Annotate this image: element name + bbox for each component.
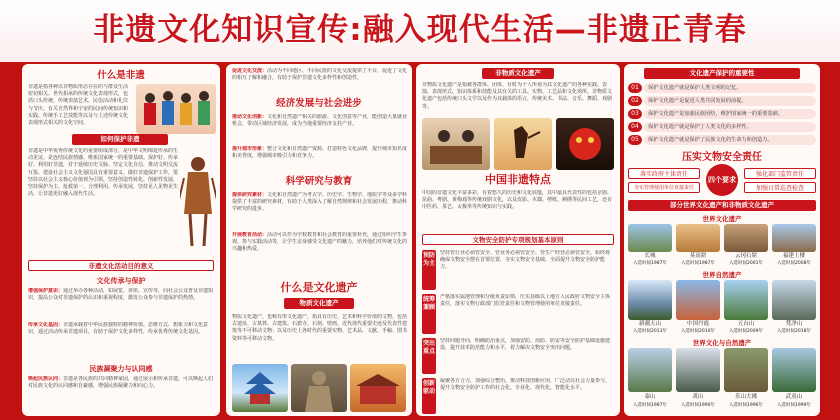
principle-text-1: 坚持管行业必须管安全、管业务必须管安全、管生产经营必须管安全，始终将确保文物安全摆在首要位置，夯实文物安全基础，全面提升文物安全防护能力。 <box>440 250 611 271</box>
research-body: 文化和自然遗产为考古学、历史学、生物学、地质学等众多学科提供了丰富的研究素材，有助于人类深入了解自然规律和社会发展历程，推动科学研究的进步。 <box>232 192 408 213</box>
importance-text-4: 保护文化遗产就是保护了人类文化的多样性。 <box>644 122 816 132</box>
awareness-text <box>28 288 216 316</box>
identity-text <box>28 376 216 412</box>
education-text <box>232 232 408 272</box>
innovation-text <box>232 114 408 144</box>
importance-num-4: 04 <box>628 122 642 132</box>
gene-text <box>28 322 216 358</box>
palace-photo <box>350 364 406 412</box>
china-title: 中国非遗特点 <box>485 173 551 186</box>
nature-head: 世界自然遗产 <box>702 271 742 279</box>
tianshan-photo <box>628 280 672 320</box>
research-tag: 提供研究素材： <box>232 192 268 198</box>
fanjingshan-photo <box>772 280 816 320</box>
principle-label-2: 统筹兼顾 <box>422 294 436 334</box>
principle-label-1: 预防为主 <box>422 250 436 290</box>
nature-name-3: 五台山 <box>737 321 755 327</box>
header <box>0 0 840 62</box>
nature-name-2: 中国丹霞 <box>686 321 709 327</box>
mixed-name-1: 泰山 <box>644 394 656 400</box>
culture-year-4: 入选时间2008年 <box>777 261 811 266</box>
column-1-panel <box>22 64 220 416</box>
city-image-tag: 提升城市形象： <box>232 146 268 152</box>
intangible-label: 非物质文化遗产 <box>482 68 554 79</box>
shadow-puppet-illustration <box>180 154 216 250</box>
science-title: 科学研究与教育 <box>285 176 353 187</box>
nature-year-2: 入选时间2010年 <box>681 329 715 334</box>
mixed-name-2: 黄山 <box>692 394 704 400</box>
page-title: 非遗文化知识宣传:融入现代生活—非遗正青春 <box>93 12 747 48</box>
material-label: 物质文化遗产 <box>284 298 354 309</box>
awareness-tag: 增强保护意识： <box>28 288 64 294</box>
exchange-body: 活动为不同地区、不同民族的文化交流提供了平台，促进了文化的相互了解和融合，有助于保护非遗文化多样性和创造性。 <box>232 68 408 82</box>
crafts-photo <box>422 118 490 170</box>
four-requirements-badge <box>706 164 738 196</box>
importance-num-2: 02 <box>628 96 642 106</box>
protect-title: 如何保护非遗 <box>72 134 168 145</box>
culture-year-1: 入选时间1987年 <box>633 261 667 266</box>
mixed-name-3: 乐山大佛 <box>734 394 757 400</box>
principle-text-3: 坚持问题导向，明确防治重点，加强安防、消防、防雷等安全防护基础设施建设，提升技术防范能力和水平，着力解决文物安全突出问题。 <box>440 338 611 352</box>
importance-num-1: 01 <box>628 83 642 93</box>
principle-text-2: 严格落实属地管理和分级负责原则，压实县级以上地方人民政府文物安全主体责任，落实文物行政部门监管责任和文物管理使用单位直接责任。 <box>440 294 611 308</box>
gene-tag: 传承文化基因： <box>28 322 64 328</box>
whatis-heritage-title: 什么是文化遗产 <box>280 281 358 294</box>
what-is-text: 非遗是指各种以非物质形态存在的与群众生活密切相关、世代相承的传统文化表现形式，包括口头传统、传统表演艺术、民俗活动和礼仪与节庆、有关自然界和宇宙的民间传统知识和实践、传统手工艺技能等以及与上述传统文化表现形式相关的文化空间。 <box>28 84 129 127</box>
material-text: 物质文化遗产，也称有形文化遗产，指具有历史、艺术和科学价值的文物，包括古遗址、古墓葬、古建筑、石窟寺、石刻、壁画、近代现代重要史迹及代表性建筑等不可移动文物；以及历史上各时代的重要实物、艺术品、文献、手稿、图书资料等可移动文物。 <box>232 314 408 342</box>
culture-head: 世界文化遗产 <box>702 215 742 223</box>
huangshan-photo <box>676 348 720 392</box>
sub-heritage-title: 文化传承与保护 <box>96 277 146 285</box>
culture-name-2: 莫高窟 <box>689 253 707 259</box>
purpose-title: 非遗文化活动目的意义 <box>28 260 214 271</box>
identity-body: 非遗是各民族的共同精神家园，通过展示和传承非遗，可以唤起人们对民族文化的认同感和自豪感，增强民族凝聚力和向心力。 <box>28 376 214 390</box>
importance-row-3 <box>624 108 820 121</box>
mixed-year-4: 入选时间1999年 <box>777 403 811 408</box>
culture-name-3: 云冈石窟 <box>734 253 757 259</box>
china-text: 中国的非遗文化丰富多彩，有着悠久的历史和文化底蕴，其中最具代表性的包括京剧、昆曲、粤剧、黄梅戏等传统戏剧文化，以及皮影、木偶、剪纸、刺绣等民间工艺，还有中医药、茶艺、太极拳等传统知识与实践。 <box>422 190 613 211</box>
four-requirements-label: 四个要求 <box>708 176 736 184</box>
awareness-body: 通过举办各种活动，如展览、讲座、宣传等，向社会公众普及非遗知识，提高公众对非遗保护的认识和重视程度，激发公众参与非遗保护的热情。 <box>28 288 214 302</box>
column-4-panel <box>624 64 820 416</box>
education-body: 活动可以作为学校教育和社会教育的重要补充，通过组织学生参观、参与实践活动等，让学生亲身感受文化遗产的魅力，培养他们对传统文化的兴趣和热爱。 <box>232 232 408 253</box>
importance-row-5 <box>624 134 820 147</box>
principle-label-4: 创新驱动 <box>422 378 436 414</box>
intangible-text: 非物质文化遗产是指被各群体、团体、有时为个人所视为其文化遗产的各种实践、表演、表现形式、知识体系和技能及其有关的工具、实物、工艺品和文化场所。非物质文化遗产包括传统口头文学以及作为其载体的语言，传统美术、书法、音乐、舞蹈、戏剧等。 <box>422 82 613 110</box>
safety-title: 文物安全防护专项规划基本原则 <box>422 234 614 245</box>
mixed-year-1: 入选时间1987年 <box>633 403 667 408</box>
safety-duty-title: 压实文物安全责任 <box>682 152 762 163</box>
heritage-list-title: 部分世界文化遗产和非物质文化遗产 <box>628 200 816 211</box>
education-tag: 开展教育活动： <box>232 232 268 238</box>
economy-title: 经济发展与社会进步 <box>276 98 362 109</box>
nature-name-4: 梵净山 <box>785 321 803 327</box>
importance-row-2 <box>624 95 820 108</box>
duty-3: 夯实管理使用单位直接责任 <box>628 182 700 193</box>
column-3-panel <box>416 64 620 416</box>
importance-num-5: 05 <box>628 135 642 145</box>
taishan-photo <box>628 348 672 392</box>
research-text <box>232 192 408 228</box>
wuyishan-photo <box>772 348 816 392</box>
nature-year-4: 入选时间2018年 <box>777 329 811 334</box>
great-wall-photo <box>628 224 672 252</box>
tulou-photo <box>772 224 816 252</box>
column-2-panel <box>226 64 412 416</box>
nature-year-1: 入选时间2013年 <box>633 329 667 334</box>
importance-text-5: 保护文化遗产就是保护了民族文化的生命力和创造力。 <box>644 135 816 145</box>
innovation-tag: 推动文化创新： <box>232 114 268 120</box>
protect-text: 非遗是中华优秀传统文化的重要组成部分，是中华文明绵延传承的生动见证，是连结民族情感、维系国家统一的重要基础。保护好、传承好、利用好非遗，对于延续历史文脉、坚定文化自信、推动文明交流互鉴、建设社会主义文化强国具有重要意义。做好非遗保护工作，要坚持以社会主义核心价值观为引领，坚持创造性转化、创新性发展，坚持保护为主、抢救第一、合理利用、传承发展，坚持见人见物见生活，让非遗更好融入现代生活。 <box>28 148 178 198</box>
exchange-tag: 促进文化交流： <box>232 68 268 74</box>
exchange-text <box>232 68 408 92</box>
duty-4: 加强日常巡查检查 <box>744 182 816 193</box>
identity-tag: 唤起民族认同： <box>28 376 64 382</box>
buddha-statue-photo <box>291 364 347 412</box>
importance-num-3: 03 <box>628 109 642 119</box>
mogao-photo <box>676 224 720 252</box>
duty-2: 强化部门监管责任 <box>744 168 816 179</box>
leshan-photo <box>724 348 768 392</box>
importance-row-4 <box>624 121 820 134</box>
importance-row-1 <box>624 82 820 95</box>
gene-body: 非遗承载着中华民族独特的精神价值、思维方式、想象力和文化意识，通过活动传承非遗项目，有助于保护文化多样性，传承优秀传统文化基因。 <box>28 322 209 336</box>
temple-of-heaven-photo <box>232 364 288 412</box>
principle-label-3: 突出重点 <box>422 338 436 374</box>
innovation-body: 文化和自然遗产相关的旅游、文化创意等产业，能创造大量就业机会，带动区域经济发展，成为当地重要经济支柱产业。 <box>232 114 408 128</box>
nature-name-1: 新疆天山 <box>638 321 661 327</box>
culture-name-1: 长城 <box>644 253 656 259</box>
mixed-year-2: 入选时间1990年 <box>681 403 715 408</box>
culture-year-3: 入选时间2001年 <box>729 261 763 266</box>
importance-title: 文化遗产保护的重要性 <box>644 68 800 79</box>
mixed-name-4: 武夷山 <box>785 394 803 400</box>
importance-text-1: 保护文化遗产就是保护人类文明的记忆。 <box>644 83 816 93</box>
wutaishan-photo <box>724 280 768 320</box>
sub-unity-title: 民族凝聚力与认同感 <box>89 365 153 373</box>
danxia-photo <box>676 280 720 320</box>
importance-text-2: 保护文化遗产是促进人类共同发展的前提。 <box>644 96 816 106</box>
mixed-year-3: 入选时间1996年 <box>729 403 763 408</box>
yungang-photo <box>724 224 768 252</box>
importance-text-3: 保护文化遗产是加强民族团结、维护国家统一的重要基础。 <box>644 109 816 119</box>
what-is-title: 什么是非遗 <box>97 70 145 81</box>
culture-name-4: 福建土楼 <box>782 253 805 259</box>
mixed-head: 世界文化与自然遗产 <box>692 339 752 347</box>
city-image-body: 整合文化和自然遗产资源，打造特色文化品牌，提升城市知名度和美誉度，增强城市吸引力和竞争力。 <box>232 146 408 160</box>
culture-year-2: 入选时间1987年 <box>681 261 715 266</box>
nature-year-3: 入选时间2009年 <box>729 329 763 334</box>
principle-text-4: 凝聚各方合力，加强综合整治，推动科技创新应用，广泛动员社会力量参与，提升文物安全防护工作的社会化、专业化、现代化、智能化水平。 <box>440 378 611 392</box>
shadow-play-photo <box>494 118 552 170</box>
people-illustration <box>136 84 216 134</box>
lion-dance-photo <box>556 118 614 170</box>
city-image-text <box>232 146 408 170</box>
duty-1: 落实政府主体责任 <box>628 168 700 179</box>
